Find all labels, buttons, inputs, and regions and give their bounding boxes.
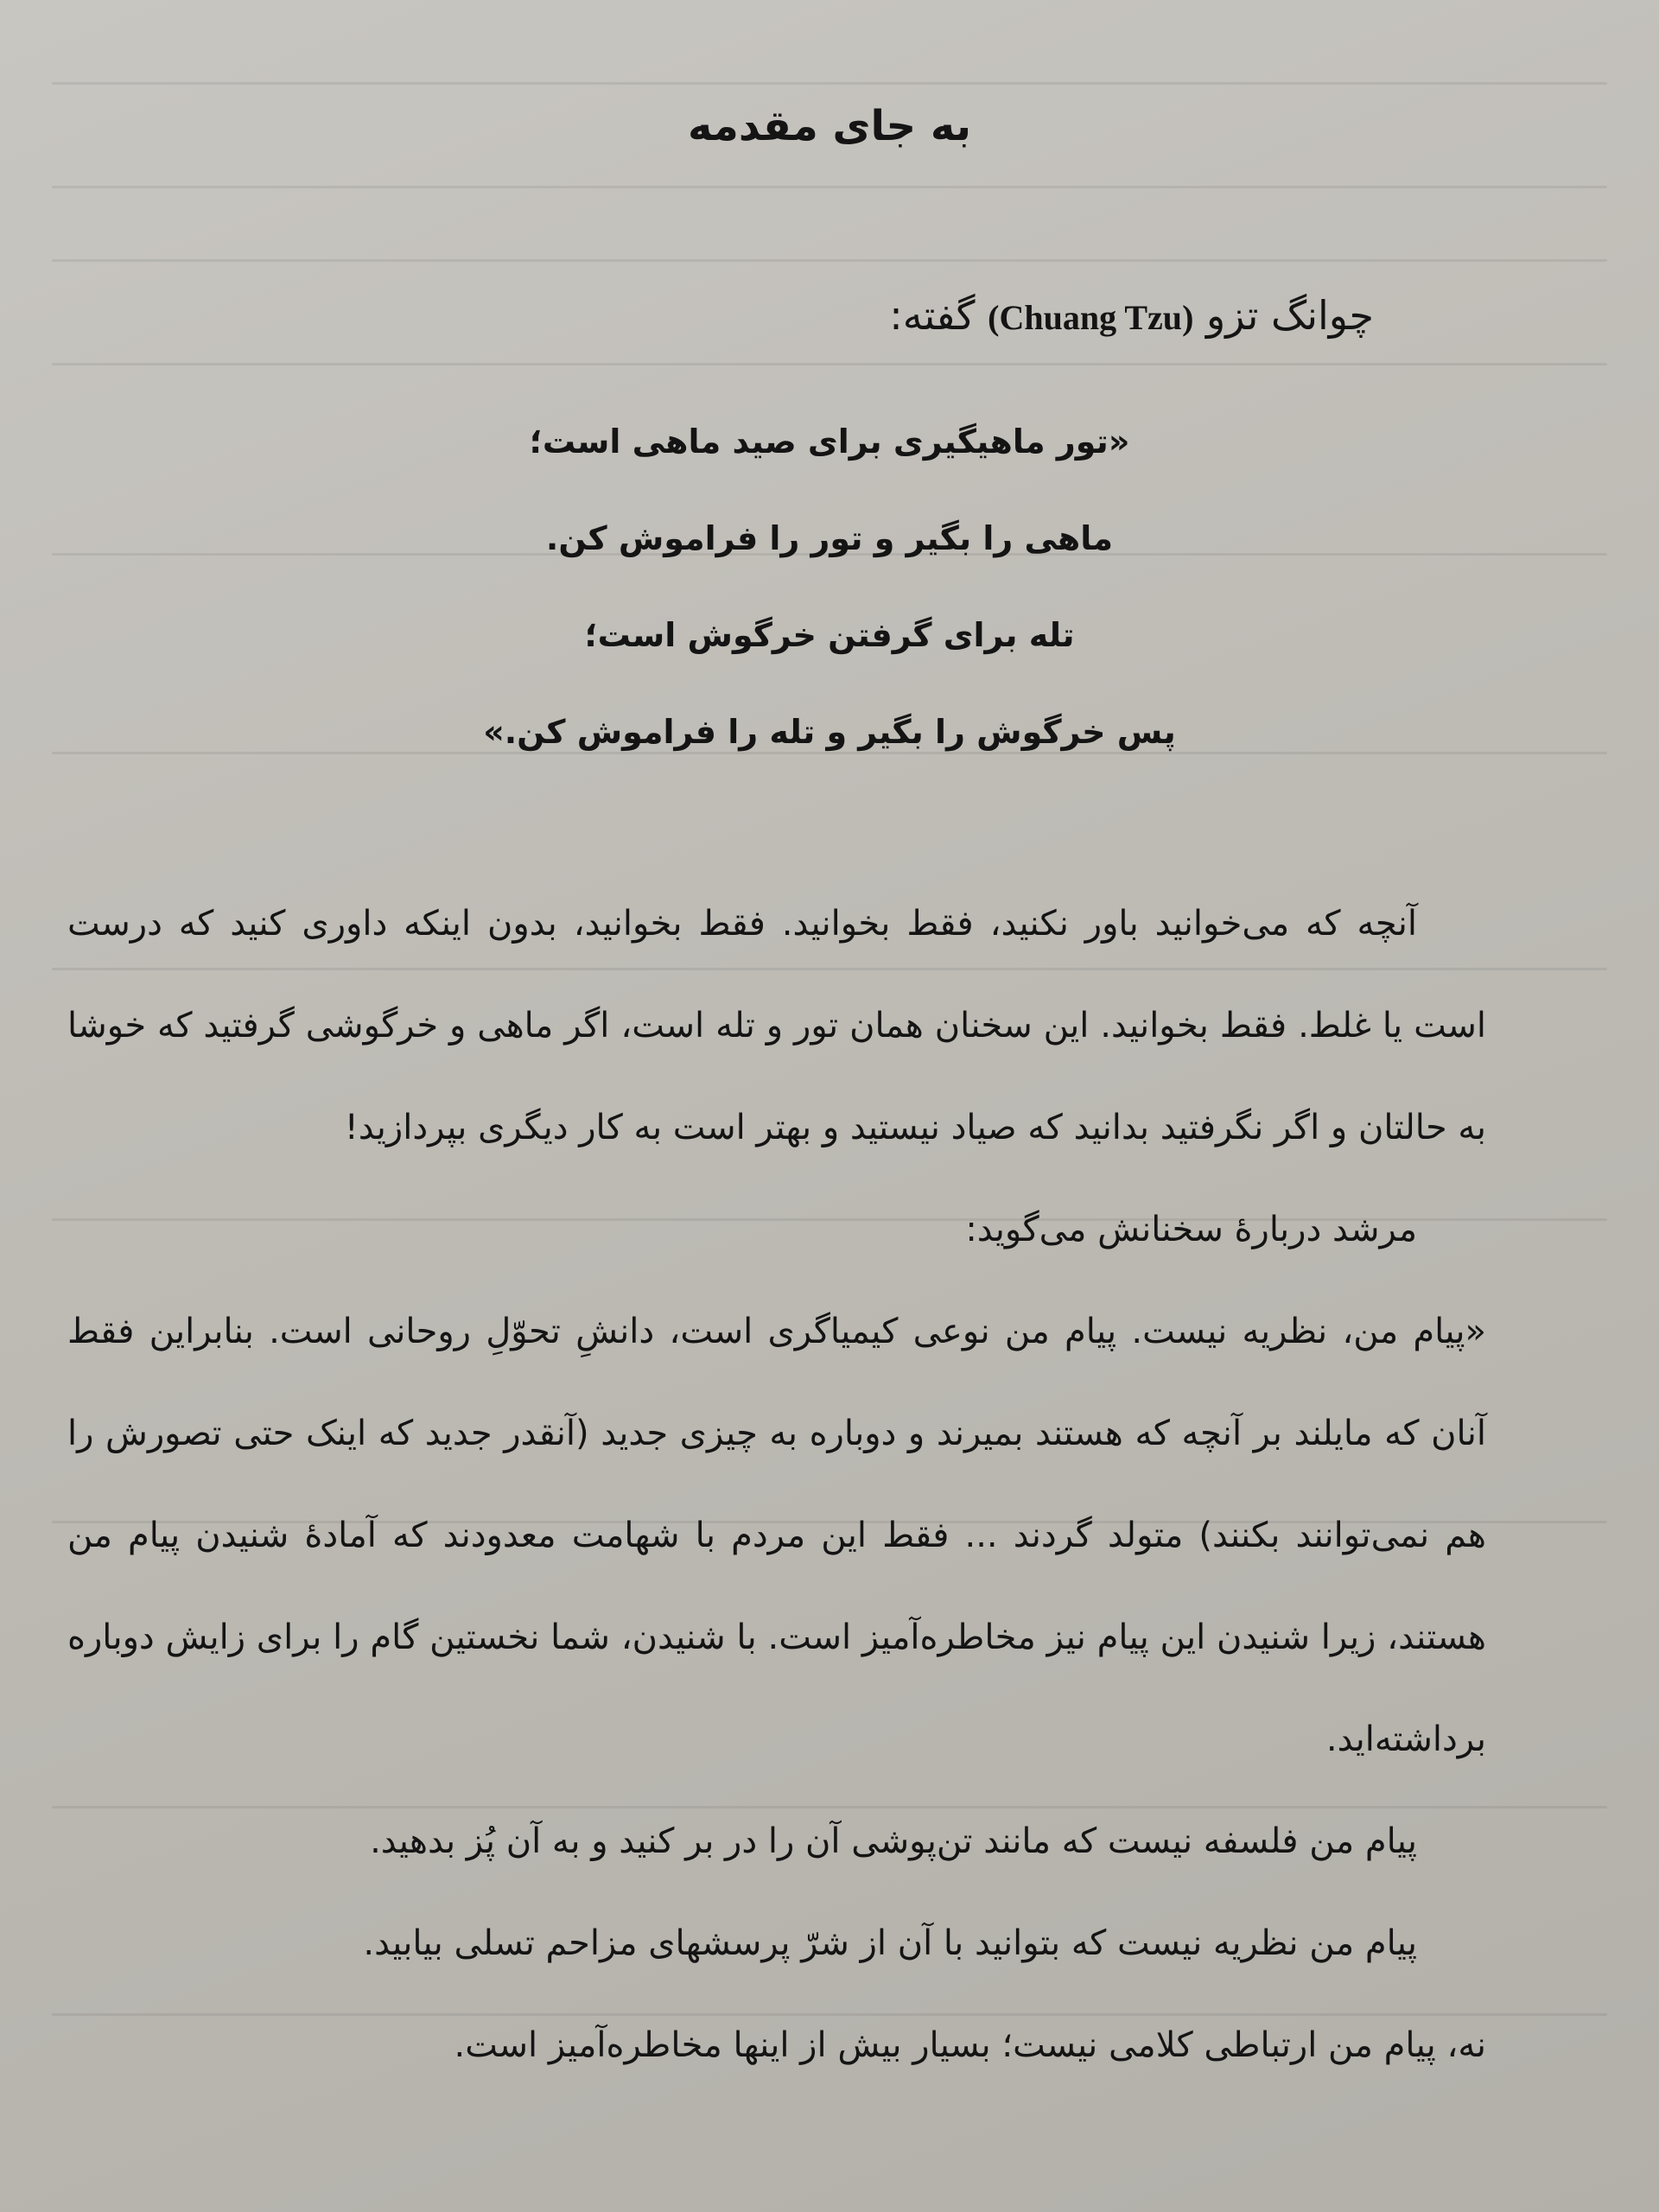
paragraph: «پیام من، نظریه نیست. پیام من نوعی کیمیاگری است، دانشِ تحوّلِ روحانی است. بنابراین فقط آنان که مایلند بر آنچه که هستند بمیرند و دوباره به چیزی جدید (آنقدر جدید که اینک حتی تصورش را هم نمی‌توانند بکنند) متولد گردند ... فقط این مردم با شهامت معدودند که آمادهٔ شنیدن پیام من هستند، زیرا شنیدن این پیام نیز مخاطره‌آمیز است. با شنیدن، شما نخستین گام را برای زایش دوباره برداشته‌اید.: [67, 1312, 1486, 1759]
paragraph: نه، پیام من ارتباطی کلامی نیست؛ بسیار بیش از اینها مخاطره‌آمیز است.: [454, 2025, 1486, 2065]
paragraph: آنچه که می‌خوانید باور نکنید، فقط بخوانید. فقط بخوانید، بدون اینکه داوری کنید که درست است یا غلط. فقط بخوانید. این سخنان همان تور و تله است، اگر ماهی و خرگوشی گرفتید که خوشا به حالتان و اگر نگرفتید بدانید که صیاد نیستید و بهتر است به کار دیگری بپردازید!: [67, 904, 1486, 1147]
paragraph: مرشد دربارهٔ سخنانش می‌گوید:: [965, 1210, 1417, 1249]
author-latin-name: (Chuang Tzu): [988, 298, 1194, 337]
quote-line: تله برای گرفتن خرگوش است؛: [584, 616, 1075, 654]
show-through-line: [52, 186, 1607, 188]
author-name: چوانگ تزو: [1206, 292, 1374, 339]
show-through-line: [52, 82, 1607, 85]
paragraph: پیام من فلسفه نیست که مانند تن‌پوشی آن را در بر کنید و به آن پُز بدهید.: [370, 1821, 1417, 1861]
quote-attribution: [889, 292, 1374, 339]
quote-line: ماهی را بگیر و تور را فراموش کن.: [545, 519, 1114, 557]
paragraph: پیام من نظریه نیست که بتوانید با آن از شرّ پرسشهای مزاحم تسلی بیابید.: [363, 1923, 1417, 1963]
show-through-line: [52, 259, 1607, 262]
epigraph-quote: [0, 393, 1659, 780]
quote-line: «تور ماهیگیری برای صید ماهی است؛: [529, 423, 1130, 461]
body-text: [67, 873, 1486, 2096]
show-through-line: [52, 363, 1607, 365]
attribution-verb: گفته:: [889, 292, 976, 339]
quote-line: پس خرگوش را بگیر و تله را فراموش کن.»: [483, 713, 1176, 751]
page-title: به جای مقدمه: [688, 102, 971, 150]
